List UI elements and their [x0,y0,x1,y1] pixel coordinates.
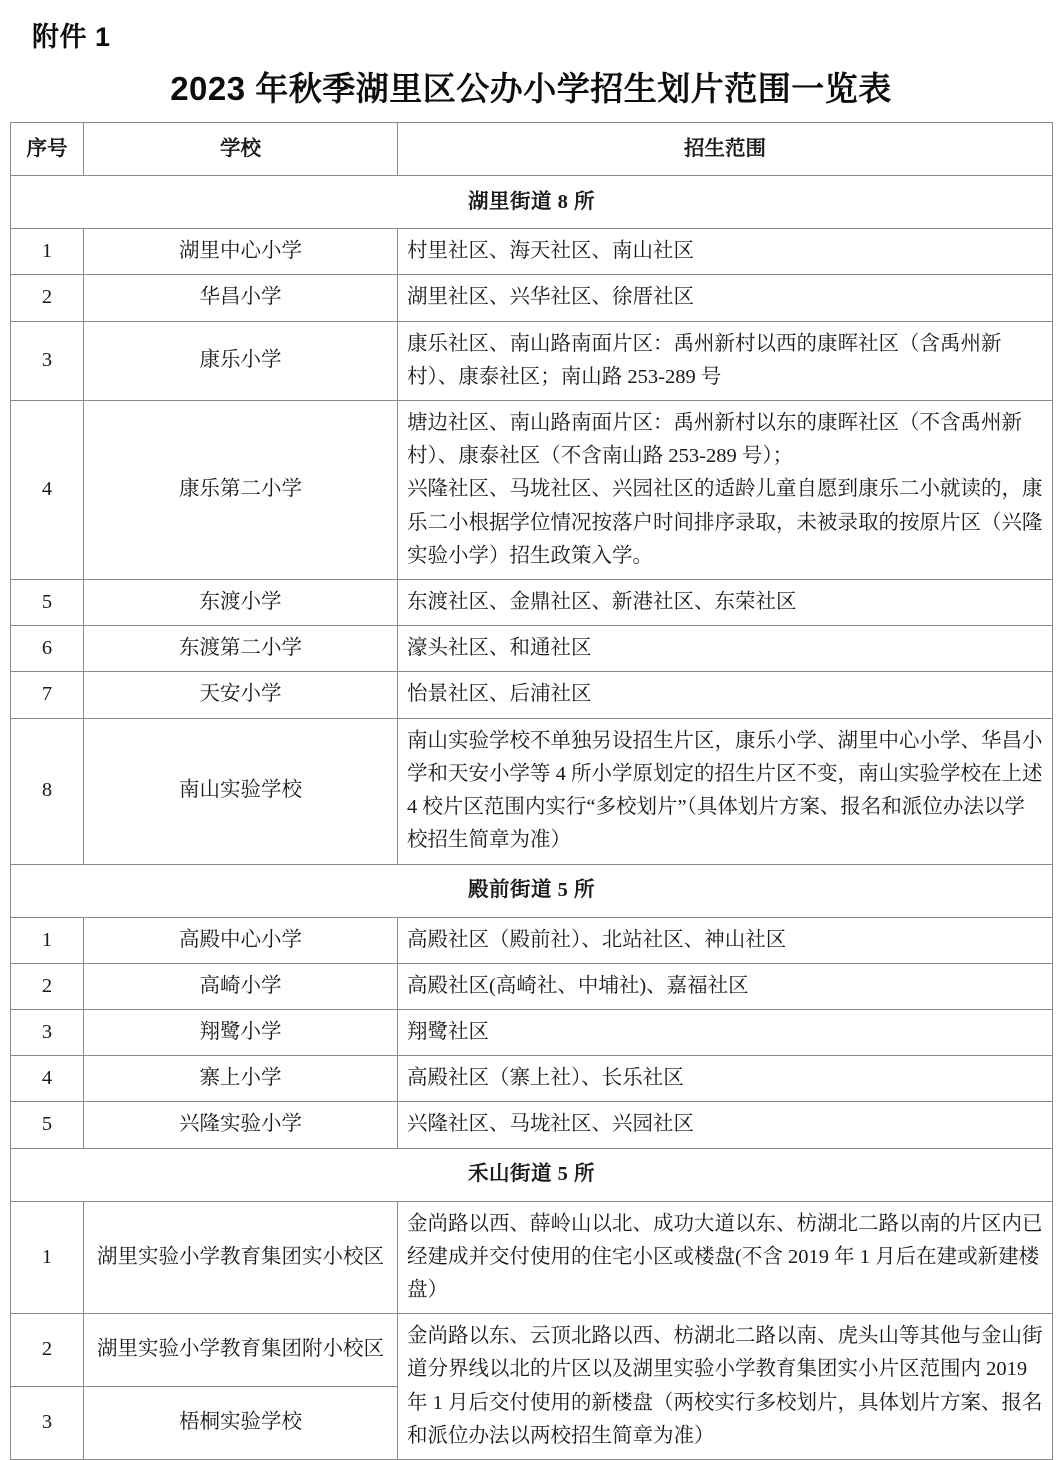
row-scope [398,1201,1053,1314]
scope-paragraph: 金尚路以东、云顶北路以西、枋湖北二路以南、虎头山等其他与金山街道分界线以北的片区以及湖里实验小学教育集团实小片区范围内 2019 年 1 月后交付使用的新楼盘（两校实行多校划片，具体划片方案、报名和派位办法以两校招生简章为准） [407,1325,1043,1447]
row-scope [398,229,1053,275]
row-index: 5 [11,1102,84,1148]
scope-paragraph: 金尚路以西、薛岭山以北、成功大道以东、枋湖北二路以南的片区内已经建成并交付使用的住宅小区或楼盘(不含 2019 年 1 月后在建或新建楼盘） [407,1212,1043,1301]
row-school-name: 天安小学 [84,672,398,718]
table-row [11,1009,1053,1055]
row-index: 1 [11,917,84,963]
table-row [11,718,1053,864]
table-header-row [11,123,1053,176]
section-heading: 殿前街道 5 所 [11,864,1053,917]
table-row [11,275,1053,321]
row-scope [398,1056,1053,1102]
row-index: 7 [11,672,84,718]
row-index: 1 [11,1201,84,1314]
attachment-label: 附件 1 [32,22,111,52]
table-row [11,917,1053,963]
row-scope [398,580,1053,626]
column-header-scope: 招生范围 [398,123,1053,176]
row-school-name: 兴隆实验小学 [84,1102,398,1148]
row-scope [398,963,1053,1009]
table-row [11,626,1053,672]
row-scope [398,401,1053,580]
row-school-name: 湖里实验小学教育集团附小校区 [84,1314,398,1387]
row-scope [398,1009,1053,1055]
row-school-name: 高殿中心小学 [84,917,398,963]
row-index: 3 [11,1009,84,1055]
row-index: 2 [11,275,84,321]
scope-paragraph: 南山实验学校不单独另设招生片区，康乐小学、湖里中心小学、华昌小学和天安小学等 4 所小学原划定的招生片区不变，南山实验学校在上述 4 校片区范围内实行“多校划片”（具体划片方案、报名和派位办法以学校招生简章为准） [407,729,1043,852]
row-index: 8 [11,718,84,864]
row-index: 5 [11,580,84,626]
row-index: 2 [11,963,84,1009]
row-school-name: 康乐小学 [84,321,398,400]
row-school-name: 高崎小学 [84,963,398,1009]
section-header-row [11,1148,1053,1201]
row-school-name: 寨上小学 [84,1056,398,1102]
scope-paragraph: 兴隆社区、马垅社区、兴园社区的适龄儿童自愿到康乐二小就读的，康乐二小根据学位情况按落户时间排序录取，未被录取的按原片区（兴隆实验小学）招生政策入学。 [407,478,1043,567]
row-school-name: 华昌小学 [84,275,398,321]
school-zoning-table [10,122,1053,1460]
row-index: 2 [11,1314,84,1387]
row-index: 6 [11,626,84,672]
section-heading: 湖里街道 8 所 [11,176,1053,229]
scope-paragraph: 翔鹭社区 [407,1020,489,1043]
table-row [11,1201,1053,1314]
row-index: 4 [11,1056,84,1102]
row-scope [398,1314,1053,1460]
table-row [11,963,1053,1009]
row-scope [398,275,1053,321]
table-row [11,672,1053,718]
scope-paragraph: 兴隆社区、马垅社区、兴园社区 [407,1113,694,1136]
row-school-name: 翔鹭小学 [84,1009,398,1055]
row-scope [398,672,1053,718]
row-school-name: 康乐第二小学 [84,401,398,580]
row-scope [398,626,1053,672]
row-school-name: 东渡第二小学 [84,626,398,672]
scope-paragraph: 康乐社区、南山路南面片区：禹州新村以西的康晖社区（含禹州新村）、康泰社区；南山路 253-289 号 [407,332,1002,388]
row-scope [398,321,1053,400]
column-header-index: 序号 [11,123,84,176]
page-title: 2023 年秋季湖里区公办小学招生划片范围一览表 [170,70,892,107]
scope-paragraph: 高殿社区(高崎社、中埔社)、嘉福社区 [407,974,749,997]
row-scope [398,718,1053,864]
row-school-name: 湖里实验小学教育集团实小校区 [84,1201,398,1314]
row-scope [398,1102,1053,1148]
row-school-name: 梧桐实验学校 [84,1387,398,1460]
table-row [11,1102,1053,1148]
row-school-name: 湖里中心小学 [84,229,398,275]
row-index: 3 [11,321,84,400]
row-index: 1 [11,229,84,275]
table-row [11,1056,1053,1102]
table-row [11,580,1053,626]
table-row [11,1314,1053,1387]
scope-paragraph: 湖里社区、兴华社区、徐厝社区 [407,286,694,309]
row-index: 4 [11,401,84,580]
scope-paragraph: 塘边社区、南山路南面片区：禹州新村以东的康晖社区（不含禹州新村）、康泰社区（不含南山路 253-289 号）； [407,412,1022,468]
section-header-row [11,864,1053,917]
section-header-row [11,176,1053,229]
scope-paragraph: 高殿社区（殿前社）、北站社区、神山社区 [407,928,787,951]
scope-paragraph: 濠头社区、和通社区 [407,637,592,660]
table-row [11,321,1053,400]
section-heading: 禾山街道 5 所 [11,1148,1053,1201]
table-row [11,401,1053,580]
scope-paragraph: 怡景社区、后浦社区 [407,683,592,706]
row-school-name: 南山实验学校 [84,718,398,864]
scope-paragraph: 村里社区、海天社区、南山社区 [407,240,694,263]
row-scope [398,917,1053,963]
scope-paragraph: 高殿社区（寨上社）、长乐社区 [407,1067,684,1090]
row-school-name: 东渡小学 [84,580,398,626]
column-header-school: 学校 [84,123,398,176]
table-row [11,229,1053,275]
row-index: 3 [11,1387,84,1460]
scope-paragraph: 东渡社区、金鼎社区、新港社区、东荣社区 [407,591,797,614]
